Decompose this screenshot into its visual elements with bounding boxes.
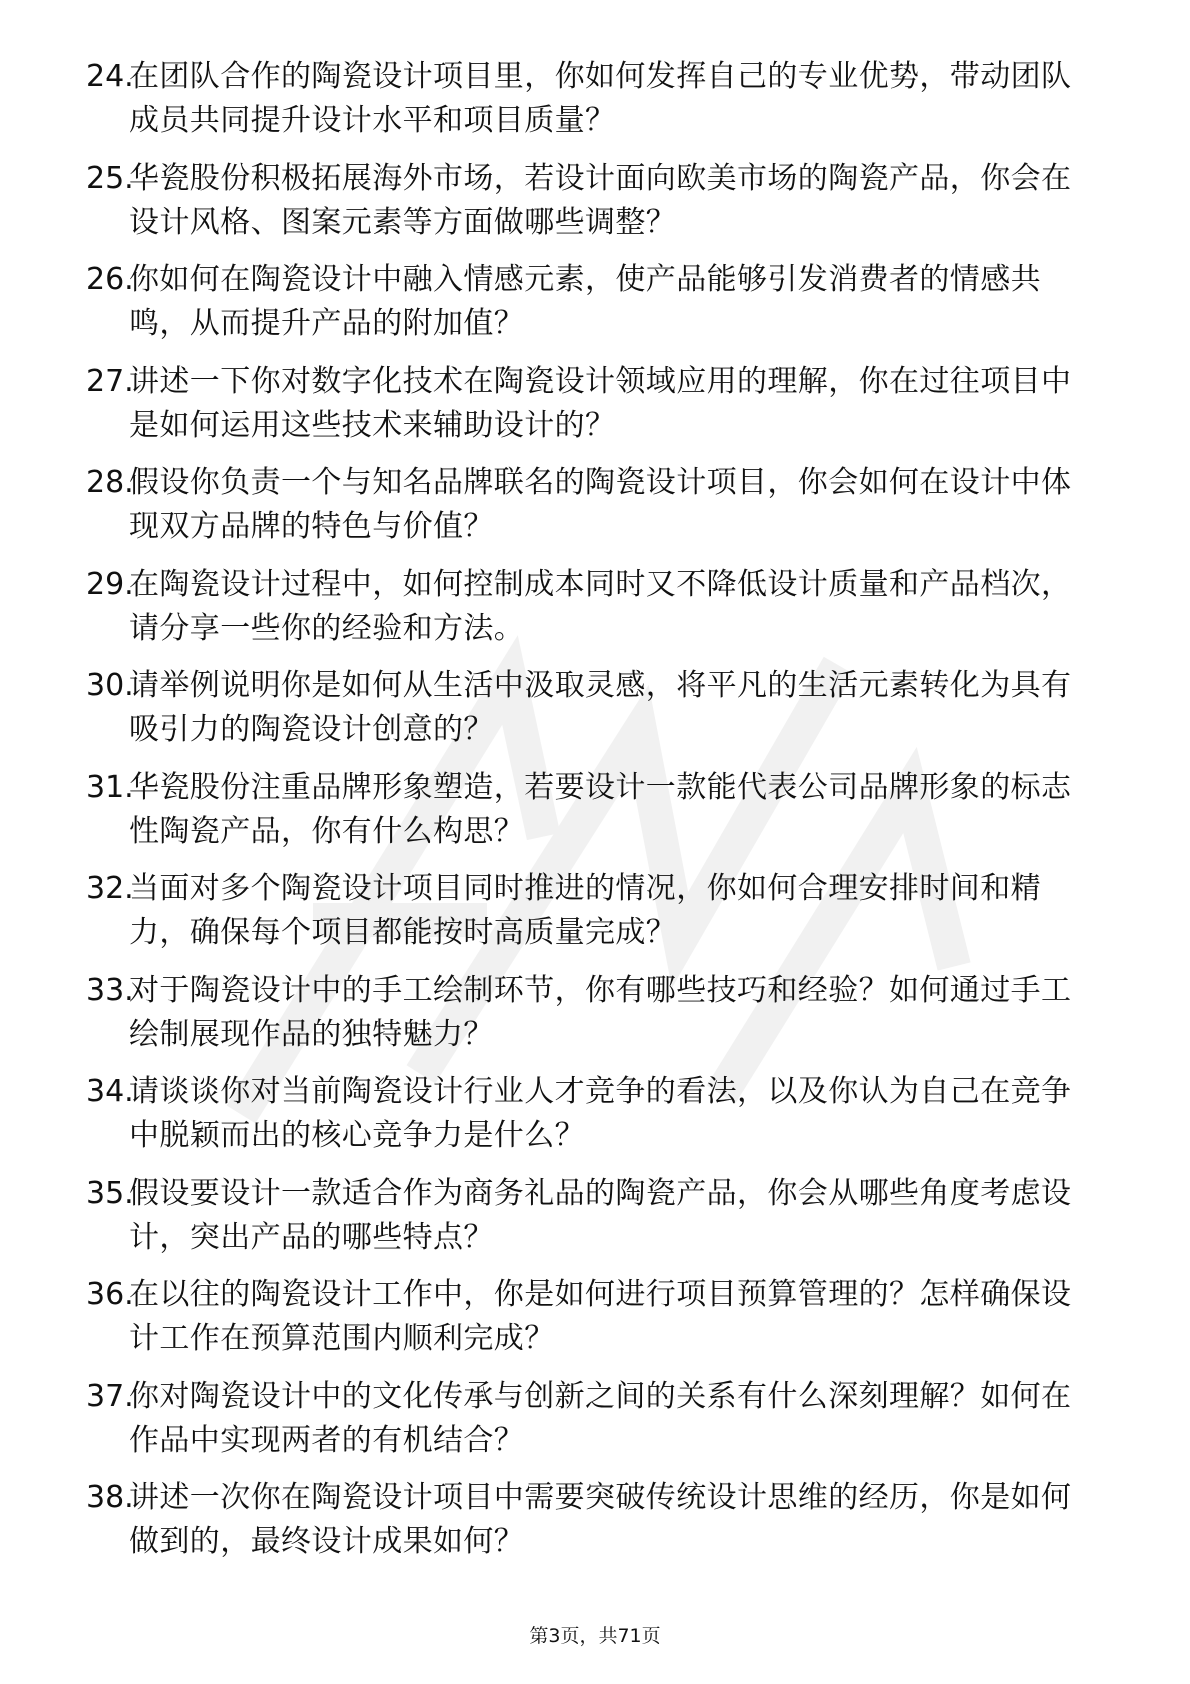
question-number: 38. [86,1480,134,1515]
question-item [86,761,1106,863]
question-number: 28. [86,465,134,500]
question-number: 31. [86,769,134,805]
question-number: 34. [86,1074,134,1109]
question-number: 25. [86,160,134,196]
page-number-label: 第3页，共71页 [529,1625,661,1647]
question-number: 32. [86,871,134,906]
question-text: 华瓷股份积极拓展海外市场，若设计面向欧美市场的陶瓷产品，你会在设计风格、图案元素等方面做哪些调整？ [129,160,1072,240]
question-number: 37. [86,1378,134,1414]
question-text: 讲述一次你在陶瓷设计项目中需要突破传统设计思维的经历，你是如何做到的，最终设计成果如何？ [129,1480,1072,1559]
question-item [86,659,1106,761]
question-text: 讲述一下你对数字化技术在陶瓷设计领域应用的理解，你在过往项目中是如何运用这些技术来辅助设计的？ [129,363,1072,443]
question-item [86,1370,1106,1472]
question-text: 在团队合作的陶瓷设计项目里，你如何发挥自己的专业优势，带动团队成员共同提升设计水平和项目质量？ [129,59,1072,138]
question-item [86,253,1106,355]
question-number: 33. [86,972,134,1008]
question-item [86,152,1106,254]
question-text: 你对陶瓷设计中的文化传承与创新之间的关系有什么深刻理解？如何在作品中实现两者的有机结合？ [129,1378,1072,1458]
question-list [86,50,1106,1573]
question-number: 30. [86,668,134,703]
question-item [86,50,1106,152]
question-number: 26. [86,262,134,297]
question-number: 24. [86,59,134,94]
question-text: 请谈谈你对当前陶瓷设计行业人才竞争的看法，以及你认为自己在竞争中脱颖而出的核心竞争力是什么？ [129,1074,1072,1153]
question-item [86,355,1106,457]
question-text: 在陶瓷设计过程中，如何控制成本同时又不降低设计质量和产品档次，请分享一些你的经验和方法。 [129,566,1072,646]
question-text: 当面对多个陶瓷设计项目同时推进的情况，你如何合理安排时间和精力，确保每个项目都能按时高质量完成？ [129,871,1041,950]
question-item [86,862,1106,964]
question-text: 假设要设计一款适合作为商务礼品的陶瓷产品，你会从哪些角度考虑设计，突出产品的哪些特点？ [129,1175,1072,1255]
question-text: 假设你负责一个与知名品牌联名的陶瓷设计项目，你会如何在设计中体现双方品牌的特色与价值？ [129,465,1072,544]
question-item [86,456,1106,558]
question-text: 华瓷股份注重品牌形象塑造，若要设计一款能代表公司品牌形象的标志性陶瓷产品，你有什么构思？ [129,769,1072,849]
question-number: 27. [86,363,134,399]
question-text: 你如何在陶瓷设计中融入情感元素，使产品能够引发消费者的情感共鸣，从而提升产品的附加值？ [129,262,1041,341]
question-text: 请举例说明你是如何从生活中汲取灵感，将平凡的生活元素转化为具有吸引力的陶瓷设计创意的？ [129,668,1072,747]
page-footer [0,1623,1190,1649]
question-number: 29. [86,566,134,602]
question-text: 对于陶瓷设计中的手工绘制环节，你有哪些技巧和经验？如何通过手工绘制展现作品的独特魅力？ [129,972,1072,1052]
question-number: 35. [86,1175,134,1211]
question-item [86,558,1106,660]
question-item [86,1471,1106,1573]
question-item [86,1167,1106,1269]
question-item [86,1268,1106,1370]
question-number: 36. [86,1277,134,1312]
question-item [86,964,1106,1066]
question-item [86,1065,1106,1167]
question-text: 在以往的陶瓷设计工作中，你是如何进行项目预算管理的？怎样确保设计工作在预算范围内顺利完成？ [129,1277,1072,1356]
